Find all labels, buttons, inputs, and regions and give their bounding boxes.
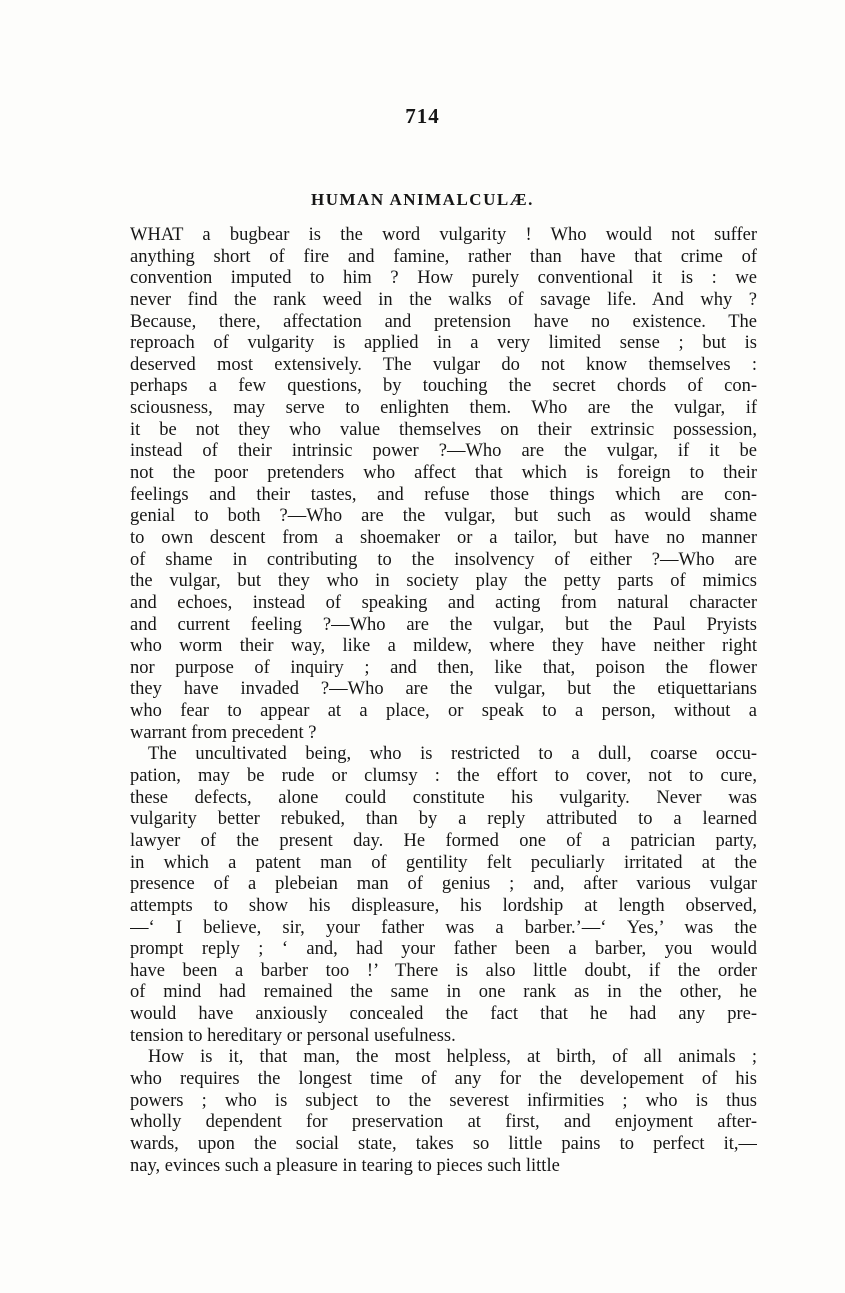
text-line: genial to both ?—Who are the vulgar, but such as would shame — [130, 506, 757, 527]
text-line: prompt reply ; ‘ and, had your father been a barber, you would — [130, 939, 757, 960]
page-number: 714 — [405, 104, 440, 128]
text-line: WHAT a bugbear is the word vulgarity ! Who would not suffer — [130, 225, 757, 245]
text-line: convention imputed to him ? How purely conventional it is : we — [130, 268, 757, 289]
text-line: vulgarity better rebuked, than by a reply attributed to a learned — [130, 809, 757, 830]
text-line: nor purpose of inquiry ; and then, like that, poison the flower — [130, 657, 757, 678]
text-line: it be not they who value themselves on their extrinsic possession, — [130, 419, 757, 440]
text-line: of mind had remained the same in one rank as in the other, he — [130, 982, 757, 1003]
text-line: wards, upon the social state, takes so little pains to perfect it,— — [130, 1133, 757, 1154]
text-line: tension to hereditary or personal usefulness. — [130, 1025, 456, 1046]
text-line: have been a barber too !’ There is also little doubt, if the order — [130, 960, 757, 981]
text-line: instead of their intrinsic power ?—Who are the vulgar, if it be — [130, 441, 757, 462]
text-line: How is it, that man, the most helpless, at birth, of all animals ; — [148, 1047, 757, 1068]
text-line: who worm their way, like a mildew, where they have neither right — [130, 636, 757, 657]
text-line: attempts to show his displeasure, his lordship at length observed, — [130, 895, 757, 916]
text-line: nay, evinces such a pleasure in tearing to pieces such little — [130, 1155, 560, 1176]
page-title: HUMAN ANIMALCULÆ. — [311, 190, 534, 209]
article-body — [130, 225, 757, 1177]
text-line: deserved most extensively. The vulgar do not know themselves : — [130, 354, 757, 375]
text-line: The uncultivated being, who is restricted to a dull, coarse occu- — [148, 744, 757, 765]
text-line: and current feeling ?—Who are the vulgar, but the Paul Pryists — [130, 614, 757, 635]
text-line: never find the rank weed in the walks of savage life. And why ? — [130, 289, 757, 310]
text-line: sciousness, may serve to enlighten them. Who are the vulgar, if — [130, 398, 757, 419]
text-line: of shame in contributing to the insolvency of either ?—Who are — [130, 549, 757, 570]
text-line: to own descent from a shoemaker or a tailor, but have no manner — [130, 527, 757, 548]
paragraph — [130, 225, 757, 744]
text-line: would have anxiously concealed the fact that he had any pre- — [130, 1004, 757, 1025]
text-line: feelings and their tastes, and refuse those things which are con- — [130, 484, 757, 505]
text-line: pation, may be rude or clumsy : the effort to cover, not to cure, — [130, 766, 757, 787]
text-line: reproach of vulgarity is applied in a very limited sense ; but is — [130, 333, 757, 354]
text-line: powers ; who is subject to the severest infirmities ; who is thus — [130, 1090, 757, 1111]
text-line: lawyer of the present day. He formed one of a patrician party, — [130, 830, 757, 851]
text-line: who requires the longest time of any for the developement of his — [130, 1068, 757, 1089]
text-line: in which a patent man of gentility felt peculiarly irritated at the — [130, 852, 757, 873]
text-line: Because, there, affectation and pretension have no existence. The — [130, 311, 757, 332]
text-line: anything short of fire and famine, rather than have that crime of — [130, 246, 757, 267]
text-line: presence of a plebeian man of genius ; and, after various vulgar — [130, 874, 757, 895]
paragraph — [130, 1047, 757, 1177]
text-line: perhaps a few questions, by touching the secret chords of con- — [130, 376, 757, 397]
text-line: wholly dependent for preservation at first, and enjoyment after- — [130, 1112, 757, 1133]
text-line: the vulgar, but they who in society play the petty parts of mimics — [130, 571, 757, 592]
text-line: who fear to appear at a place, or speak to a person, without a — [130, 701, 757, 722]
paragraph — [130, 744, 757, 1047]
text-line: warrant from precedent ? — [130, 722, 317, 743]
text-line: —‘ I believe, sir, your father was a barber.’—‘ Yes,’ was the — [130, 917, 757, 938]
text-line: not the poor pretenders who affect that which is foreign to their — [130, 463, 757, 484]
text-line: and echoes, instead of speaking and acting from natural character — [130, 592, 757, 613]
text-line: these defects, alone could constitute his vulgarity. Never was — [130, 787, 757, 808]
text-line: they have invaded ?—Who are the vulgar, but the etiquettarians — [130, 679, 757, 700]
